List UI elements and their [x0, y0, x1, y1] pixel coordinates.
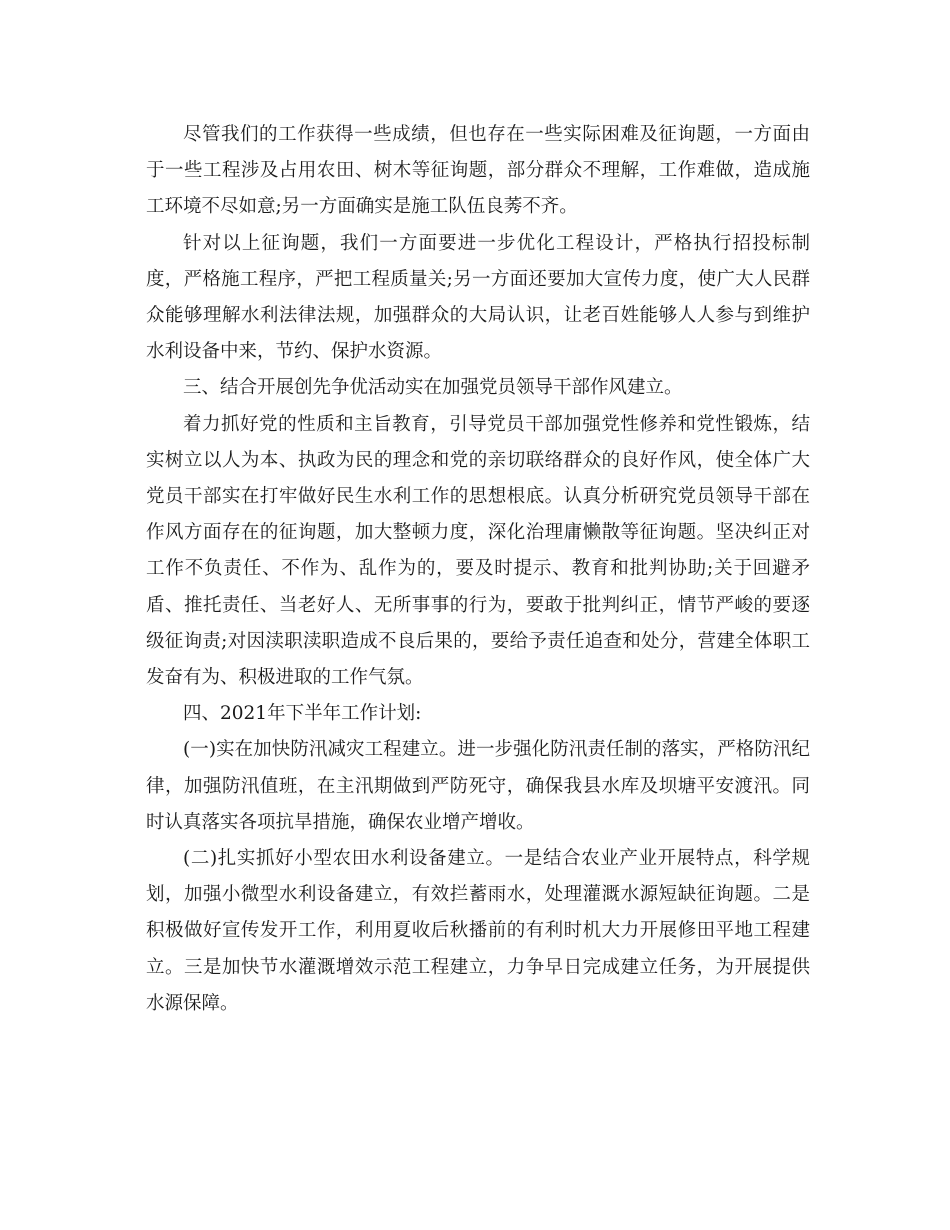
paragraph-flood-control: (一)实在加快防汛减灾工程建立。进一步强化防汛责任制的落实，严格防汛纪律，加强防汛值班，在主汛期做到严防死守，确保我县水库及坝塘平安渡汛。同时认真落实各项抗旱措施，确保农业增产增收。 — [146, 739, 810, 833]
paragraph-party-conduct: 着力抓好党的性质和主旨教育，引导党员干部加强党性修养和党性锻炼，结实树立以人为本、执政为民的理念和党的亲切联络群众的良好作风，使全体广大党员干部实在打牢做好民生水利工作的思想根底。认真分析研究党员领导干部在作风方面存在的征询题，加大整顿力度，深化治理庸懒散等征询题。坚决纠正对工作不负责任、不作为、乱作为的，要及时提示、教育和批判协助;关于回避矛盾、推托责任、当老好人、无所事事的行为，要敢于批判纠正，情节严峻的要逐级征询责;对因渎职渎职造成不良后果的，要给予责任追查和处分，营建全体职工发奋有为、积极进取的工作气氛。 — [146, 413, 810, 689]
section-heading-three: 三、结合开展创先争优活动实在加强党员领导干部作风建立。 — [183, 377, 683, 399]
paragraph-countermeasures: 针对以上征询题，我们一方面要进一步优化工程设计，严格执行招投标制度，严格施工程序，严把工程质量关;另一方面还要加大宣传力度，使广大人民群众能够理解水利法律法规，加强群众的大局认识，让老百姓能够人人参与到维护水利设备中来，节约、保护水资源。 — [146, 232, 810, 363]
paragraph-farmland-water: (二)扎实抓好小型农田水利设备建立。一是结合农业产业开展特点，科学规划，加强小微型水利设备建立，有效拦蓄雨水，处理灌溉水源短缺征询题。二是积极做好宣传发开工作，利用夏收后秋播前的有利时机大力开展修田平地工程建立。三是加快节水灌溉增效示范工程建立，力争早日完成建立任务，为开展提供水源保障。 — [146, 848, 810, 1014]
section-heading-four: 四、2021年下半年工作计划: — [183, 703, 422, 725]
document-body — [146, 117, 810, 1022]
paragraph-difficulties: 尽管我们的工作获得一些成绩，但也存在一些实际困难及征询题，一方面由于一些工程涉及占用农田、树木等征询题，部分群众不理解，工作难做，造成施工环境不尽如意;另一方面确实是施工队伍良莠不齐。 — [146, 124, 810, 218]
